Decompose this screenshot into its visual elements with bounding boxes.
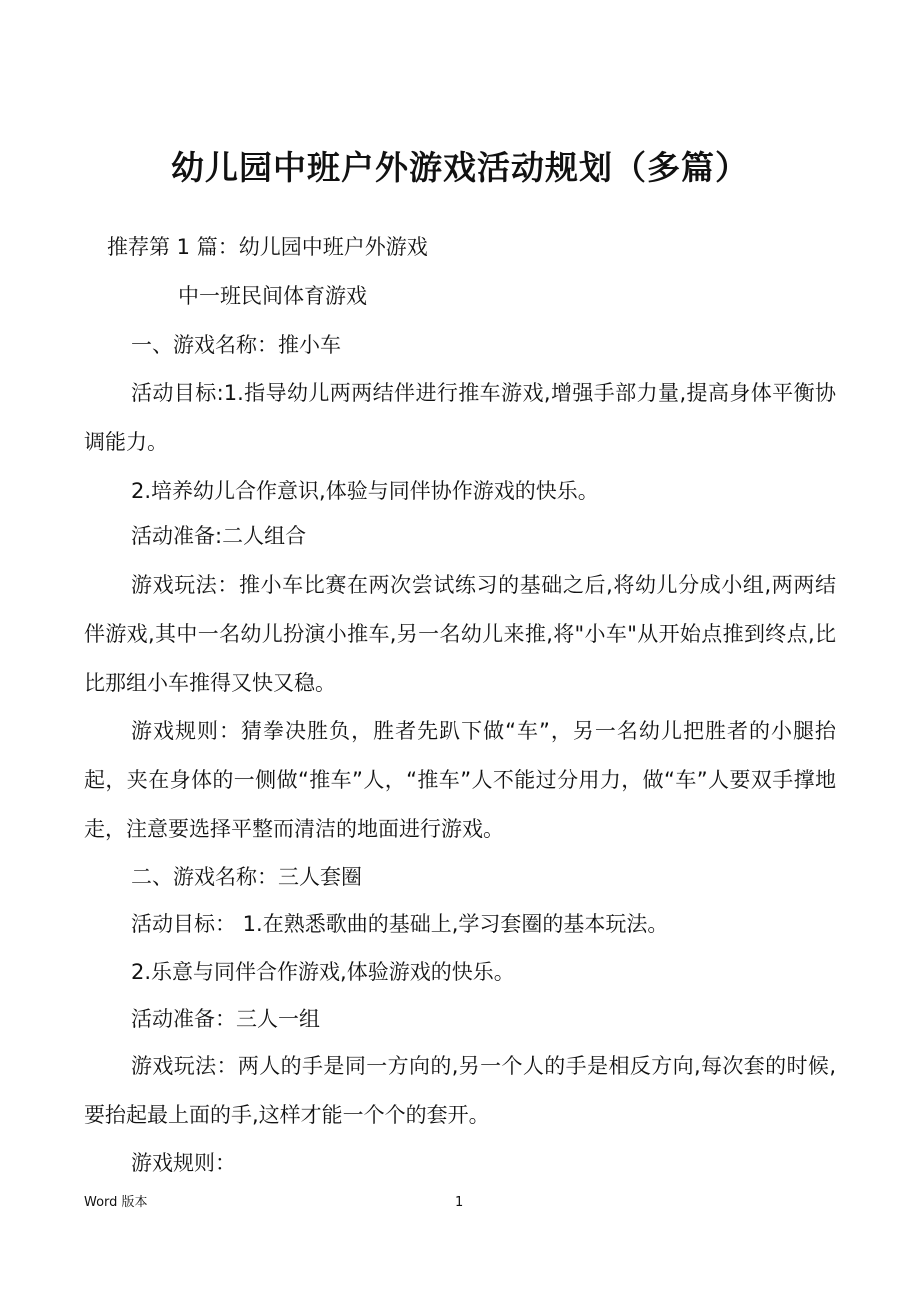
page-number: 1 xyxy=(455,1195,464,1210)
game2-play: 游戏玩法：两人的手是同一方向的,另一个人的手是相反方向,每次套的时候,要抬起最上面的手,这样才能一个个的套开。 xyxy=(84,1054,836,1127)
game1-name: 一、游戏名称：推小车 xyxy=(131,333,341,357)
game1-play: 游戏玩法：推小车比赛在两次尝试练习的基础之后,将幼儿分成小组,两两结伴游戏,其中一名幼儿扮演小推车,另一名幼儿来推,将"小车"从开始点推到终点,比比那组小车推得又快又稳。 xyxy=(84,573,836,695)
game1-prep: 活动准备:二人组合 xyxy=(131,524,307,548)
document-title: 幼儿园中班户外游戏活动规划（多篇） xyxy=(171,148,749,187)
game1-goal2: 2.培养幼儿合作意识,体验与同伴协作游戏的快乐。 xyxy=(131,479,599,503)
game1-goal: 活动目标:1.指导幼儿两两结伴进行推车游戏,增强手部力量,提高身体平衡协调能力。 xyxy=(84,381,836,454)
footer-label: Word 版本 xyxy=(84,1195,148,1210)
game2-name: 二、游戏名称：三人套圈 xyxy=(131,865,362,889)
game2-goal2: 2.乐意与同伴合作游戏,体验游戏的快乐。 xyxy=(131,960,515,984)
recommend-line: 推荐第 1 篇：幼儿园中班户外游戏 xyxy=(107,235,428,259)
game2-rules: 游戏规则： xyxy=(131,1151,236,1175)
section-subtitle: 中一班民间体育游戏 xyxy=(178,284,367,308)
game2-prep: 活动准备：三人一组 xyxy=(131,1007,320,1031)
game2-goal: 活动目标： 1.在熟悉歌曲的基础上,学习套圈的基本玩法。 xyxy=(131,912,669,936)
game1-rules: 游戏规则：猜拳决胜负，胜者先趴下做“车”，另一名幼儿把胜者的小腿抬起，夹在身体的一侧做“推车”人，“推车”人不能过分用力，做“车”人要双手撑地走，注意要选择平整而清洁的地面进行游戏。 xyxy=(84,719,836,841)
